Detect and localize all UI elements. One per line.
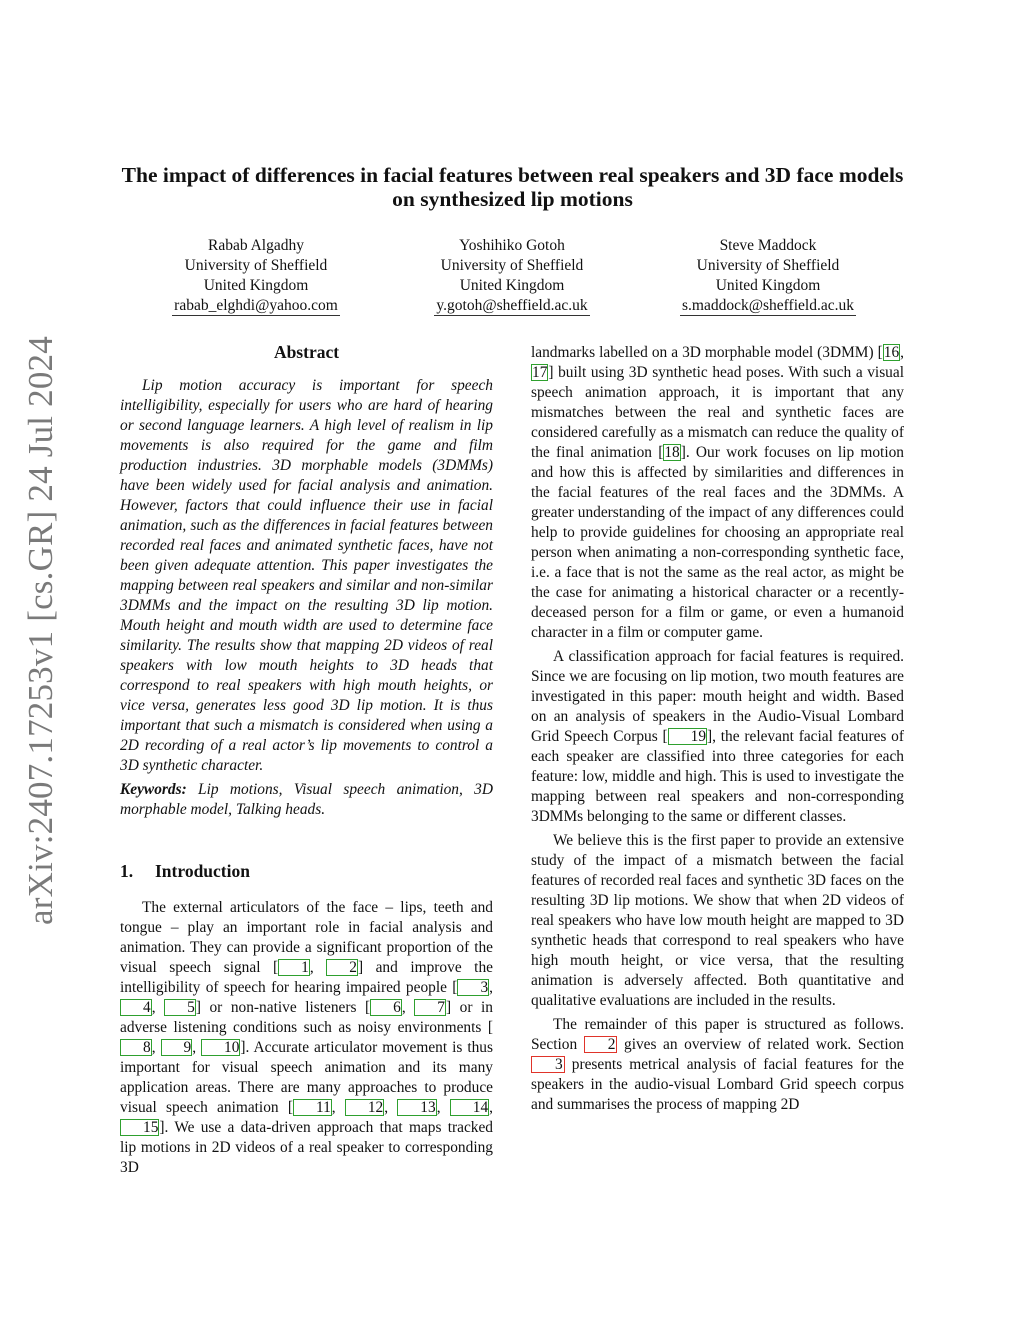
citation-link[interactable]: 18 [664, 444, 680, 461]
citation-link[interactable]: 7 [414, 999, 446, 1016]
author-email-link[interactable]: rabab_elghdi@yahoo.com [174, 297, 338, 314]
body-paragraph: The remainder of this paper is structured as follows. Section 2 gives an overview of related work. Section 3 presents metrical analysis of facial features for the speakers in the audio-visual Lombard Grid speech corpus and summarises the process of mapping 2D [531, 1016, 904, 1113]
arxiv-identifier-stamp: arXiv:2407.17253v1 [cs.GR] 24 Jul 2024 [21, 336, 60, 925]
citation-link[interactable]: 16 [883, 344, 900, 361]
author-email-link[interactable]: s.maddock@sheffield.ac.uk [682, 297, 854, 314]
author-country: United Kingdom [203, 277, 309, 294]
section-ref-link[interactable]: 3 [531, 1056, 565, 1073]
body-paragraph: landmarks labelled on a 3D morphable model (3DMM) [16, 17] built using 3D synthetic head poses. With such a visual speech animation approach, it is important that any mismatches between the real and synthetic faces are considered carefully as a mismatch can reduce the quality of the final animation [18]. Our work focuses on lip motion and how this is affected by similarities and differences in the facial features of the real faces and the 3DMMs. A greater understanding of the impact of any differences could help to provide guidelines for choosing an appropriate real person when animating a non-corresponding synthetic face, i.e. a face that is not the same as the real actor, as might be the case for animating a historical character or a recently-deceased person for a film or game, or even a humanoid character in a film or computer game. [531, 344, 904, 641]
author-country: United Kingdom [715, 277, 821, 294]
author-affiliation: University of Sheffield [184, 257, 328, 274]
paper-title: The impact of differences in facial features between real speakers and 3D face models on synthesized lip motions [121, 163, 904, 211]
section-ref-link[interactable]: 2 [584, 1036, 618, 1053]
citation-link[interactable]: 10 [201, 1039, 240, 1056]
author-name: Rabab Algadhy [208, 237, 304, 254]
section-number: 1. [120, 861, 134, 881]
keywords-list: Lip motions, Visual speech animation, 3D morphable model, Talking heads. [120, 781, 493, 818]
body-paragraph: A classification approach for facial features is required. Since we are focusing on lip motion, two mouth features are investigated in this paper: mouth height and width. Based on an analysis of speakers in the Audio-Visual Lombard Grid Speech Corpus [ 19], the relevant facial features of each speaker are classified into three categories for each feature: low, middle and high. This is used to investigate the mapping between real speakers and non-corresponding 3DMMs belonging to the same or different classes. [531, 648, 904, 825]
abstract-text: Lip motion accuracy is important for speech intelligibility, especially for users who are hard of hearing or second language learners. A high level of realism in lip movements is also required for the game and film production industries. 3D morphable models (3DMMs) have been widely used for facial analysis and animation. However, factors that could influence their use in facial animation, such as the differences in facial features between recorded real faces and animated synthetic faces, have not been given adequate attention. This paper investigates the mapping between real speakers and similar and non-similar 3DMMs and the impact on the resulting 3D lip motion. Mouth height and mouth width are used to determine face similarity. The results show that mapping 2D videos of real speakers with low mouth heights to 3D heads that correspond to real speakers with high mouth heights, or vice versa, generates less good 3D lip motion. It is thus important that such a mismatch is considered when using a 2D recording of a real actor’s lip movements to control a 3D synthetic character. [120, 377, 493, 774]
citation-link[interactable]: 12 [345, 1099, 384, 1116]
author-affiliation: University of Sheffield [696, 257, 840, 274]
section-title: Introduction [155, 861, 250, 881]
citation-link[interactable]: 14 [450, 1099, 489, 1116]
left-column [120, 342, 493, 1178]
author-block [397, 236, 627, 316]
author-name: Yoshihiko Gotoh [459, 237, 565, 254]
citation-link[interactable]: 3 [457, 979, 489, 996]
citation-link[interactable]: 5 [164, 999, 196, 1016]
keywords [120, 780, 493, 820]
citation-link[interactable]: 1 [278, 959, 310, 976]
section-heading-introduction [120, 860, 493, 882]
author-affiliation: University of Sheffield [440, 257, 584, 274]
citation-link[interactable]: 6 [370, 999, 402, 1016]
body-paragraph: We believe this is the first paper to provide an extensive study of the impact of a mismatch between the facial features of recorded real faces and synthetic 3D faces on the resulting 3D lip motions. We show that when 2D videos of real speakers who have low mouth height are mapped to 3D synthetic heads that correspond to real speakers who have high mouth height, or vice versa, that the resulting animation is adversely affected. Both quantitative and qualitative evaluations are included in the results. [531, 832, 904, 1009]
citation-link[interactable]: 2 [326, 959, 358, 976]
author-country: United Kingdom [459, 277, 565, 294]
citation-link[interactable]: 4 [120, 999, 152, 1016]
right-column [531, 343, 904, 1115]
author-block [141, 236, 371, 316]
author-name: Steve Maddock [719, 237, 817, 254]
author-block [653, 236, 883, 316]
keywords-label: Keywords: [120, 781, 187, 798]
abstract-heading: Abstract [273, 342, 340, 362]
intro-paragraph: The external articulators of the face – lips, teeth and tongue – play an important role in facial analysis and animation. They can provide a significant proportion of the visual speech signal [ 1, 2] and improve the intelligibility of speech for hearing impaired people [ 3, 4, 5] or non-native listeners [ 6, 7] or in adverse listening conditions such as noisy environments [8, 9, 10]. Accurate articulator movement is thus important for visual speech animation and its many application areas. There are many approaches to produce visual speech animation [ 11, 12, 13, 14, 15]. We use a data-driven approach that maps tracked lip motions in 2D videos of a real speaker to corresponding 3D [120, 899, 493, 1176]
citation-link[interactable]: 19 [668, 728, 707, 745]
citation-link[interactable]: 13 [397, 1099, 436, 1116]
citation-link[interactable]: 8 [120, 1039, 152, 1056]
citation-link[interactable]: 15 [120, 1119, 159, 1136]
author-email-link[interactable]: y.gotoh@sheffield.ac.uk [436, 297, 588, 314]
citation-link[interactable]: 9 [161, 1039, 193, 1056]
citation-link[interactable]: 11 [293, 1099, 332, 1116]
citation-link[interactable]: 17 [532, 364, 548, 381]
